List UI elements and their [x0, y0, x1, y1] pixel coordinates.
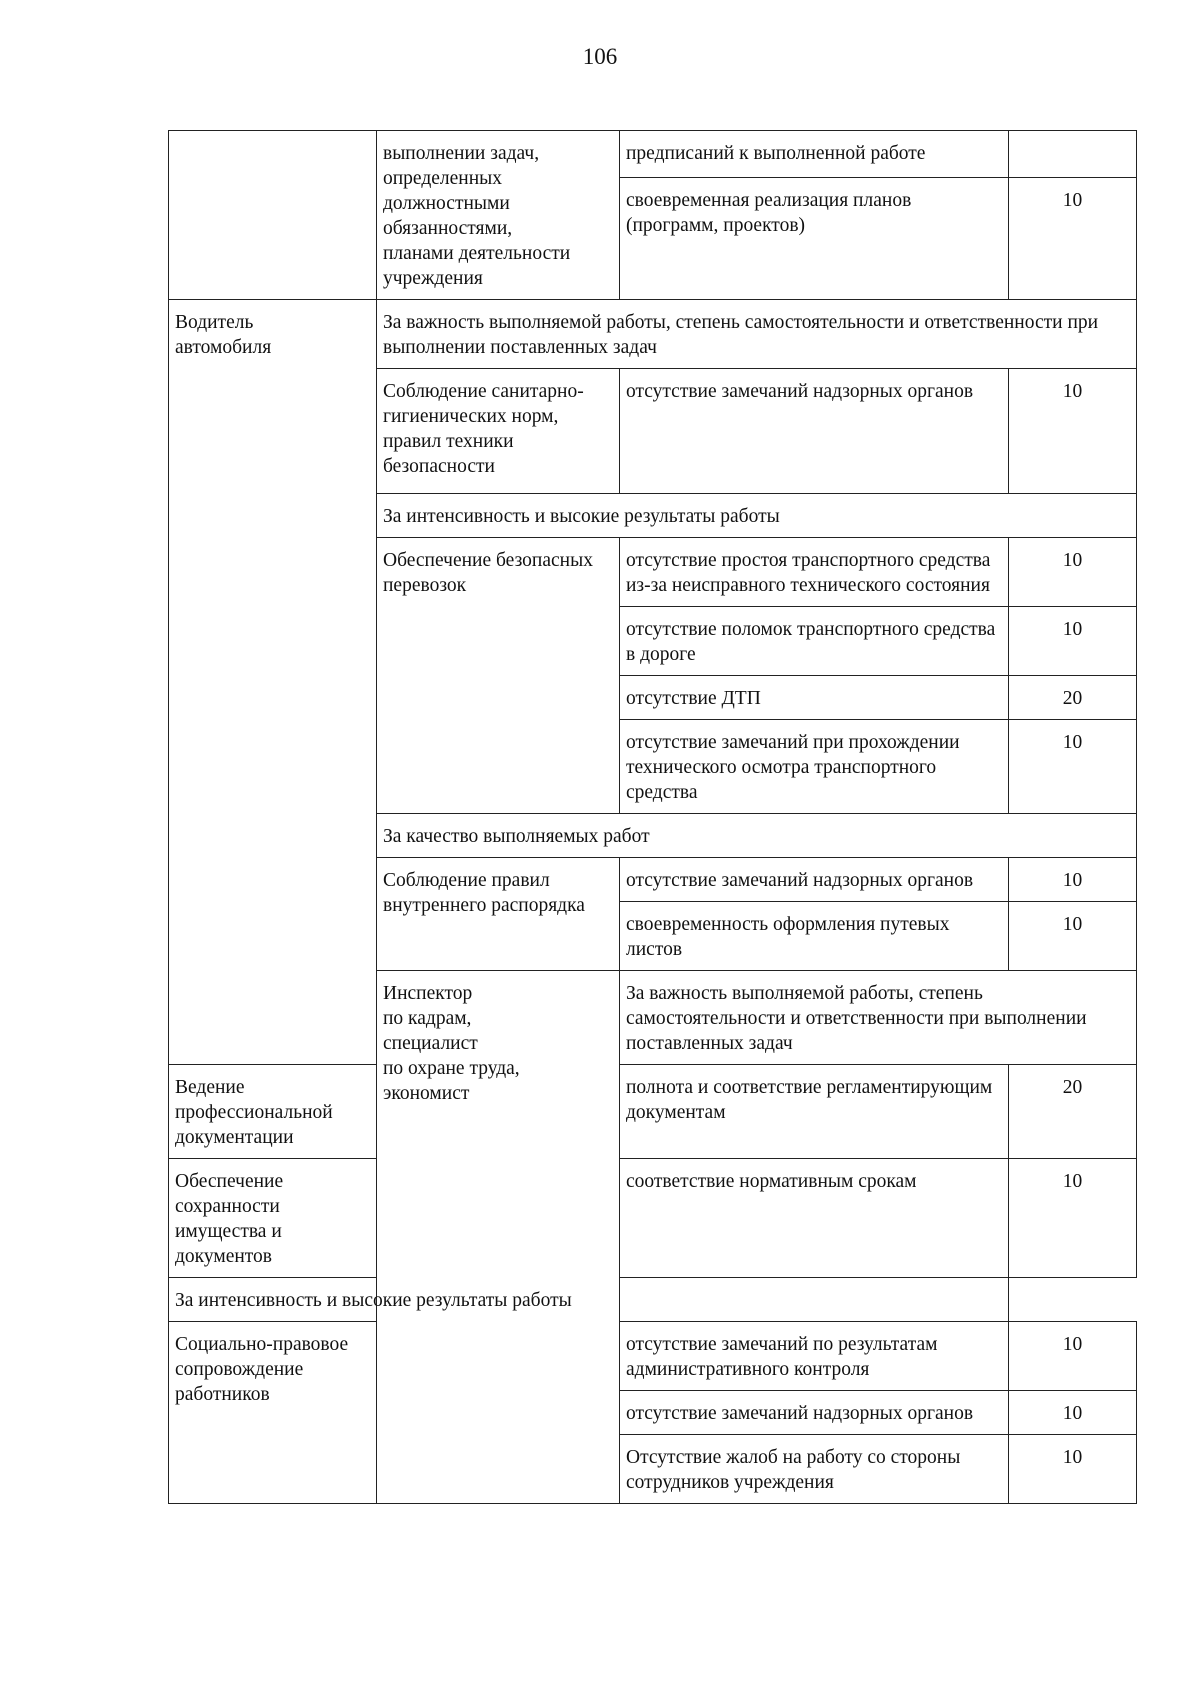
criterion-cell: Обеспечение безопасных перевозок — [377, 538, 620, 814]
indicator-cell: полнота и соответствие регламентирующим документам — [620, 1065, 1009, 1159]
indicator-cell: Отсутствие жалоб на работу со стороны сотрудников учреждения — [620, 1435, 1009, 1504]
page-number: 106 — [582, 44, 618, 69]
indicator-cell: отсутствие простоя транспортного средства из-за неисправного технического состояния — [620, 538, 1009, 607]
indicator-cell: своевременная реализация планов (программ, проектов) — [620, 178, 1009, 300]
section-heading: За качество выполняемых работ — [377, 814, 1137, 858]
indicator-cell: своевременность оформления путевых листов — [620, 902, 1009, 971]
position-cell: Инспектор по кадрам, специалист по охране труда, экономист — [377, 971, 620, 1504]
indicator-cell: отсутствие замечаний по результатам административного контроля — [620, 1322, 1009, 1391]
indicator-cell: отсутствие замечаний надзорных органов — [620, 1391, 1009, 1435]
indicator-cell: предписаний к выполненной работе — [620, 131, 1009, 178]
indicator-cell: отсутствие поломок транспортного средства в дороге — [620, 607, 1009, 676]
points-cell: 10 — [1009, 369, 1137, 494]
points-cell — [1009, 131, 1137, 178]
criterion-cell: Ведение профессиональной документации — [169, 1065, 377, 1159]
table-row — [169, 1065, 1137, 1159]
section-heading: За интенсивность и высокие результаты работы — [377, 494, 1137, 538]
criterion-cell: Социально-правовое сопровождение работников — [169, 1322, 377, 1504]
points-cell: 10 — [1009, 607, 1137, 676]
section-heading: За интенсивность и высокие результаты работы — [169, 1278, 1009, 1322]
indicator-cell: отсутствие замечаний надзорных органов — [620, 858, 1009, 902]
criterion-cell: выполнении задач, определенных должностными обязанностями, планами деятельности учреждения — [377, 131, 620, 300]
points-cell: 10 — [1009, 902, 1137, 971]
section-heading: За важность выполняемой работы, степень самостоятельности и ответственности при выполнении поставленных задач — [377, 300, 1137, 369]
indicator-cell: отсутствие замечаний при прохождении технического осмотра транспортного средства — [620, 720, 1009, 814]
indicator-cell: отсутствие замечаний надзорных органов — [620, 369, 1009, 494]
points-cell: 10 — [1009, 720, 1137, 814]
points-cell: 10 — [1009, 1322, 1137, 1391]
points-cell: 10 — [1009, 538, 1137, 607]
points-cell: 10 — [1009, 1435, 1137, 1504]
table-row — [169, 1322, 1137, 1391]
points-cell: 10 — [1009, 1391, 1137, 1435]
points-cell: 20 — [1009, 1065, 1137, 1159]
criterion-cell: Обеспечение сохранности имущества и документов — [169, 1159, 377, 1278]
points-cell: 20 — [1009, 676, 1137, 720]
points-cell: 10 — [1009, 178, 1137, 300]
points-cell: 10 — [1009, 1159, 1137, 1278]
indicator-cell: отсутствие ДТП — [620, 676, 1009, 720]
table-row — [169, 1159, 1137, 1278]
criteria-table — [168, 130, 1137, 1504]
indicator-cell: соответствие нормативным срокам — [620, 1159, 1009, 1278]
position-cell — [169, 131, 377, 300]
section-heading: За важность выполняемой работы, степень самостоятельности и ответственности при выполнении поставленных задач — [620, 971, 1137, 1065]
criterion-cell: Соблюдение санитарно-гигиенических норм, правил техники безопасности — [377, 369, 620, 494]
table-row — [169, 1278, 1137, 1322]
table-row — [169, 131, 1137, 178]
position-cell: Водитель автомобиля — [169, 300, 377, 1065]
criterion-cell: Соблюдение правил внутреннего распорядка — [377, 858, 620, 971]
table-row — [169, 300, 1137, 369]
points-cell: 10 — [1009, 858, 1137, 902]
